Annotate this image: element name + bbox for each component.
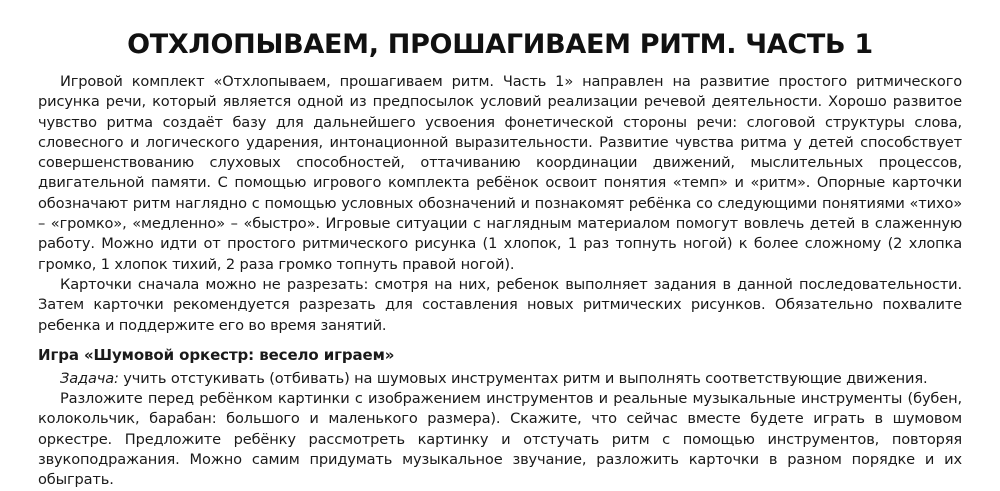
intro-paragraph: Игровой комплект «Отхлопываем, прошагиваем ритм. Часть 1» направлен на развитие простого ритмического рисунка речи, который является одной из предпосылок условий реализации речевой деятельности. Хорошо развитое чувство ритма создаёт базу для дальнейшего усвоения фонетической стороны речи: слоговой структуры слова, словесного и логического ударения, интонационной выразительности. Развитие чувства ритма у детей способствует совершенствованию слуховых способностей, оттачиванию координации движений, мыслительных процессов, двигательной памяти. С помощью игрового комплекта ребёнок освоит понятия «темп» и «ритм». Опорные карточки обозначают ритм наглядно с помощью условных обозначений и познакомят ребёнка со следующими понятиями «тихо» – «громко», «медленно» – «быстро». Игровые ситуации с наглядным материалом помогут вовлечь детей в слаженную работу. Можно идти от простого ритмического рисунка (1 хлопок, 1 раз топнуть ногой) к более сложному (2 хлопка громко, 1 хлопок тихий, 2 раза громко топнуть правой ногой). bbox=[38, 73, 962, 273]
instructions-paragraph: Разложите перед ребёнком картинки с изображением инструментов и реальные музыкальные инструменты (бубен, колокольчик, барабан: большого и маленького размера). Скажите, что сейчас вместе будете играть в шумовом оркестре. Предложите ребёнку рассмотреть картинку и отстучать ритм с помощью инструментов, повторяя звукоподражания. Можно самим придумать музыкальное звучание, разложить карточки в разном порядке и их обыграть. bbox=[38, 390, 962, 489]
cards-paragraph: Карточки сначала можно не разрезать: смотря на них, ребенок выполняет задания в данной последовательности. Затем карточки рекомендуется разрезать для составления новых ритмических рисунков. Обязательно похвалите ребенка и поддержите его во время занятий. bbox=[38, 275, 962, 334]
task-text: учить отстукивать (отбивать) на шумовых инструментах ритм и выполнять соответствующие движения. bbox=[118, 369, 928, 387]
task-label: Задача: bbox=[60, 369, 119, 387]
game-heading: Игра «Шумовой оркестр: весело играем» bbox=[38, 345, 395, 364]
document-body bbox=[38, 72, 962, 491]
task-paragraph bbox=[38, 369, 962, 389]
page-title: ОТХЛОПЫВАЕМ, ПРОШАГИВАЕМ РИТМ. ЧАСТЬ 1 bbox=[127, 29, 873, 60]
